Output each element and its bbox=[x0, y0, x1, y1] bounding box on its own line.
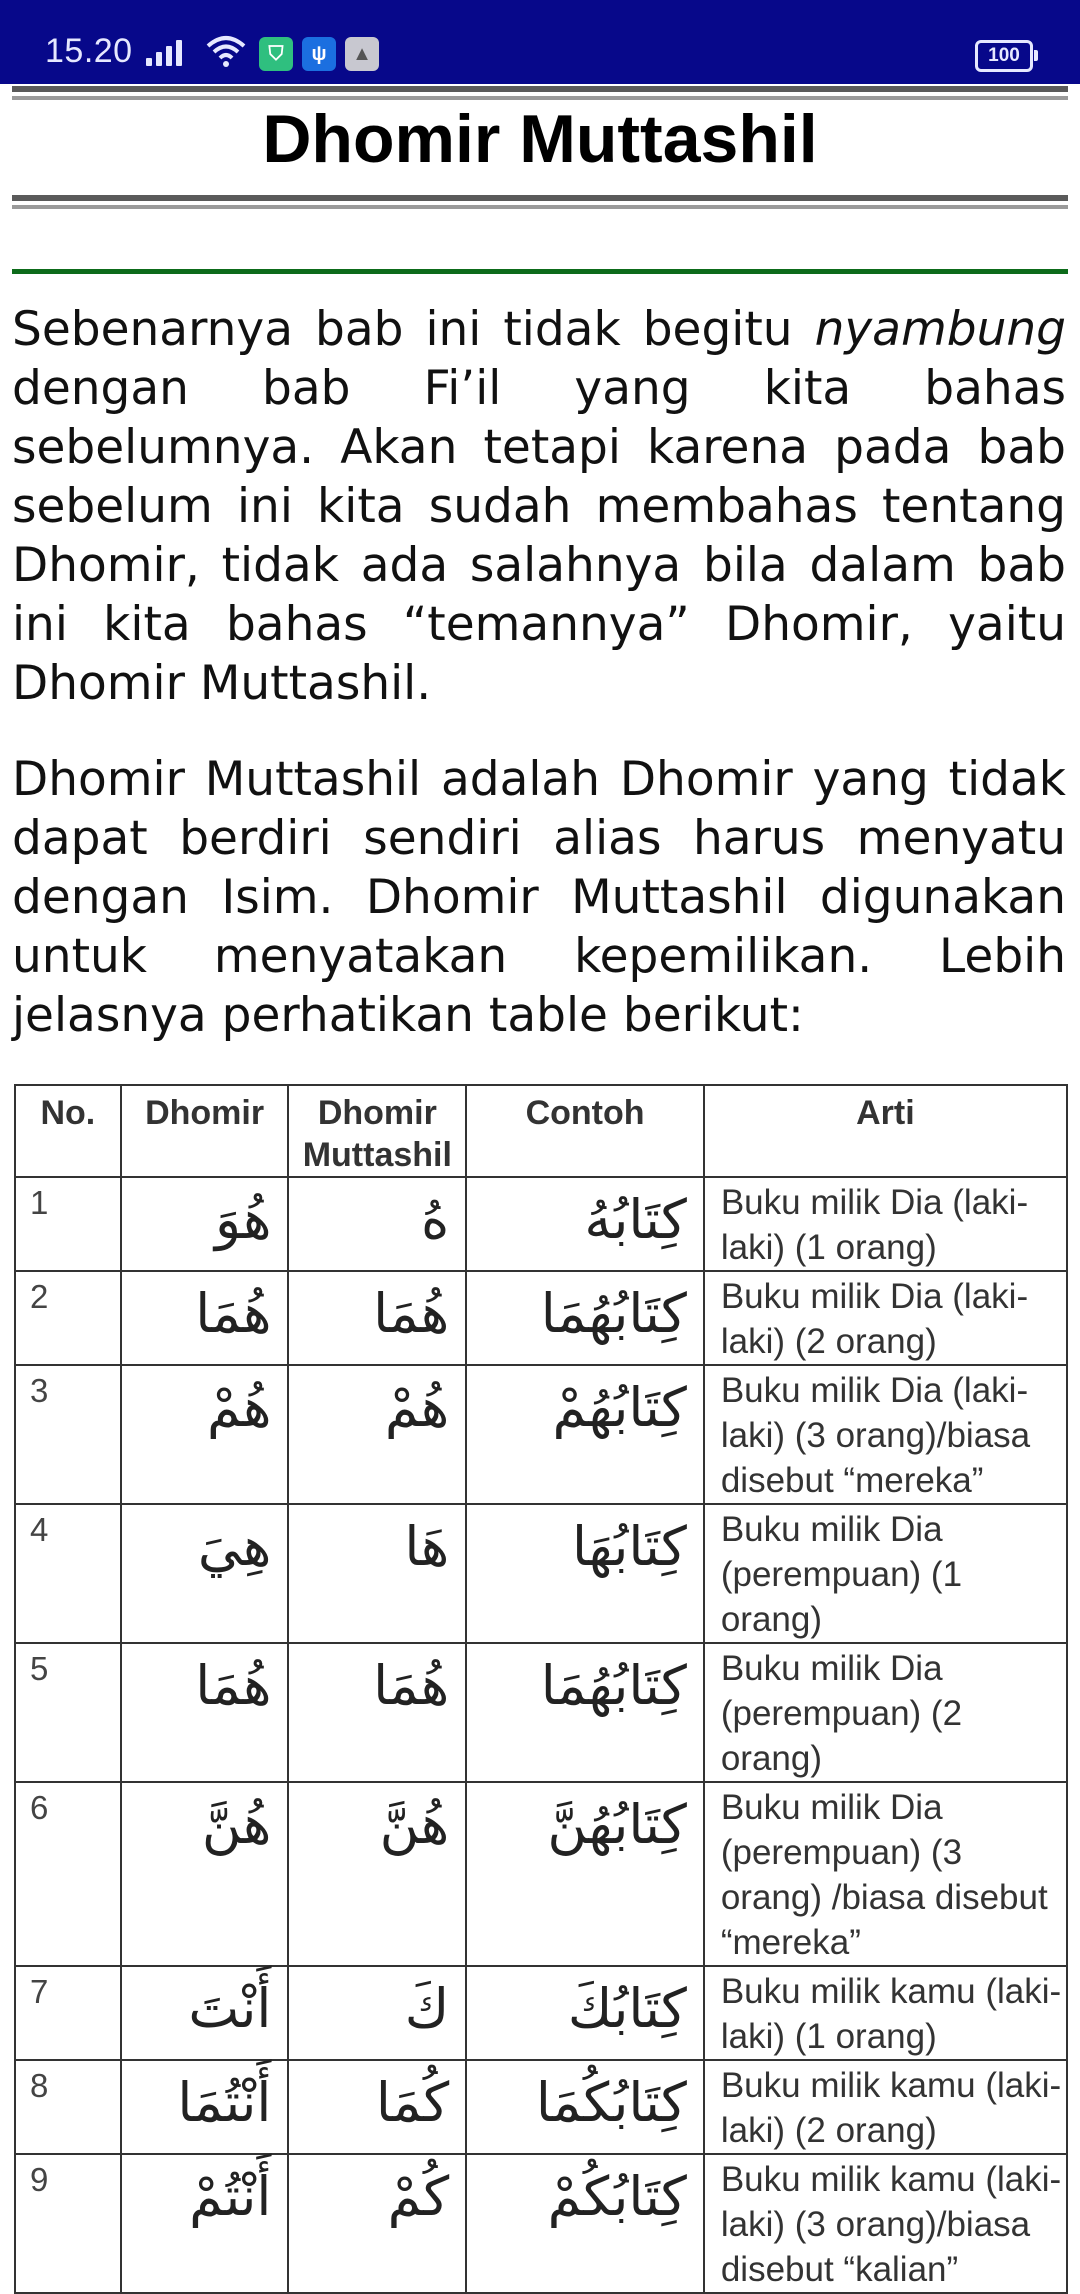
dhomir-table bbox=[14, 1084, 1068, 2294]
battery-level: 100 bbox=[988, 45, 1020, 66]
row-number: 1 bbox=[15, 1177, 121, 1271]
muttashil-cell: هُمَا bbox=[288, 1271, 466, 1365]
contoh-cell: كِتَابُهُمَا bbox=[466, 1643, 704, 1782]
arti-cell: Buku milik Dia (perempuan) (3 orang) /biasa disebut “mereka” bbox=[704, 1782, 1067, 1966]
intro-paragraph bbox=[12, 300, 1066, 713]
signal-icon bbox=[146, 36, 182, 66]
intro-text-end: dengan bab Fi’il yang kita bahas sebelumnya. Akan tetapi karena pada bab sebelum ini kita sudah membahas tentang Dhomir, tidak ada salahnya bila dalam bab ini kita bahas “temannya” Dhomir, yaitu Dhomir Muttashil. bbox=[12, 361, 1066, 711]
dhomir-cell: هُنَّ bbox=[121, 1782, 289, 1966]
dhomir-cell: هُمَا bbox=[121, 1643, 289, 1782]
table-row bbox=[15, 2060, 1067, 2154]
definition-paragraph: Dhomir Muttashil adalah Dhomir yang tidak dapat berdiri sendiri alias harus menyatu dengan Isim. Dhomir Muttashil digunakan untuk menyatakan kepemilikan. Lebih jelasnya perhatikan table berikut: bbox=[12, 752, 1066, 1043]
drive-app-icon: ▲ bbox=[345, 37, 379, 71]
row-number: 6 bbox=[15, 1782, 121, 1966]
muttashil-cell: هُمْ bbox=[288, 1365, 466, 1504]
dhomir-cell: هِيَ bbox=[121, 1504, 289, 1643]
dhomir-cell: أَنْتُمَا bbox=[121, 2060, 289, 2154]
contoh-cell: كِتَابُهُمْ bbox=[466, 1365, 704, 1504]
row-number: 3 bbox=[15, 1365, 121, 1504]
arti-cell: Buku milik kamu (laki-laki) (1 orang) bbox=[704, 1966, 1067, 2060]
muttashil-cell: كُمْ bbox=[288, 2154, 466, 2293]
header-contoh: Contoh bbox=[466, 1085, 704, 1177]
arti-cell: Buku milik Dia (laki-laki) (2 orang) bbox=[704, 1271, 1067, 1365]
arti-cell: Buku milik kamu (laki-laki) (3 orang)/biasa disebut “kalian” bbox=[704, 2154, 1067, 2293]
table-row bbox=[15, 2154, 1067, 2293]
table-row bbox=[15, 1504, 1067, 1643]
arti-cell: Buku milik kamu (laki-laki) (2 orang) bbox=[704, 2060, 1067, 2154]
dhomir-cell: أَنْتَ bbox=[121, 1966, 289, 2060]
green-divider bbox=[12, 269, 1068, 274]
header-muttashil-text: Dhomir Muttashil bbox=[302, 1094, 452, 1174]
table-row bbox=[15, 1643, 1067, 1782]
table-header-row bbox=[15, 1085, 1067, 1177]
muttashil-cell: كُمَا bbox=[288, 2060, 466, 2154]
intro-text-start: Sebenarnya bab ini tidak begitu bbox=[12, 302, 815, 357]
header-muttashil bbox=[288, 1085, 466, 1177]
muttashil-cell: هَا bbox=[288, 1504, 466, 1643]
table-row bbox=[15, 1365, 1067, 1504]
table-row bbox=[15, 1177, 1067, 1271]
intro-text-italic: nyambung bbox=[814, 302, 1066, 357]
top-divider bbox=[12, 86, 1068, 100]
usb-app-icon: ψ bbox=[302, 37, 336, 71]
table-row bbox=[15, 1966, 1067, 2060]
arti-cell: Buku milik Dia (perempuan) (2 orang) bbox=[704, 1643, 1067, 1782]
header-dhomir: Dhomir bbox=[121, 1085, 289, 1177]
muttashil-cell: كَ bbox=[288, 1966, 466, 2060]
row-number: 7 bbox=[15, 1966, 121, 2060]
page-title: Dhomir Muttashil bbox=[262, 101, 818, 177]
muttashil-cell: هُمَا bbox=[288, 1643, 466, 1782]
arti-cell: Buku milik Dia (perempuan) (1 orang) bbox=[704, 1504, 1067, 1643]
header-no: No. bbox=[15, 1085, 121, 1177]
dhomir-cell: هُوَ bbox=[121, 1177, 289, 1271]
contoh-cell: كِتَابُهُمَا bbox=[466, 1271, 704, 1365]
title-divider bbox=[12, 195, 1068, 209]
status-time: 15.20 bbox=[45, 32, 133, 70]
wifi-icon bbox=[204, 34, 248, 68]
contoh-cell: كِتَابُهَا bbox=[466, 1504, 704, 1643]
dhomir-cell: أَنْتُمْ bbox=[121, 2154, 289, 2293]
row-number: 4 bbox=[15, 1504, 121, 1643]
muttashil-cell: هُ bbox=[288, 1177, 466, 1271]
row-number: 8 bbox=[15, 2060, 121, 2154]
contoh-cell: كِتَابُكُمْ bbox=[466, 2154, 704, 2293]
contoh-cell: كِتَابُكَ bbox=[466, 1966, 704, 2060]
row-number: 2 bbox=[15, 1271, 121, 1365]
arti-cell: Buku milik Dia (laki-laki) (3 orang)/biasa disebut “mereka” bbox=[704, 1365, 1067, 1504]
contoh-cell: كِتَابُكُمَا bbox=[466, 2060, 704, 2154]
dhomir-cell: هُمْ bbox=[121, 1365, 289, 1504]
muttashil-cell: هُنَّ bbox=[288, 1782, 466, 1966]
header-arti: Arti bbox=[704, 1085, 1067, 1177]
status-bar bbox=[0, 0, 1080, 84]
row-number: 5 bbox=[15, 1643, 121, 1782]
shield-app-icon: ⛉ bbox=[259, 37, 293, 71]
table-row bbox=[15, 1271, 1067, 1365]
arti-cell: Buku milik Dia (laki-laki) (1 orang) bbox=[704, 1177, 1067, 1271]
battery-icon bbox=[975, 40, 1033, 72]
dhomir-cell: هُمَا bbox=[121, 1271, 289, 1365]
contoh-cell: كِتَابُهُ bbox=[466, 1177, 704, 1271]
table-row bbox=[15, 1782, 1067, 1966]
row-number: 9 bbox=[15, 2154, 121, 2293]
contoh-cell: كِتَابُهُنَّ bbox=[466, 1782, 704, 1966]
